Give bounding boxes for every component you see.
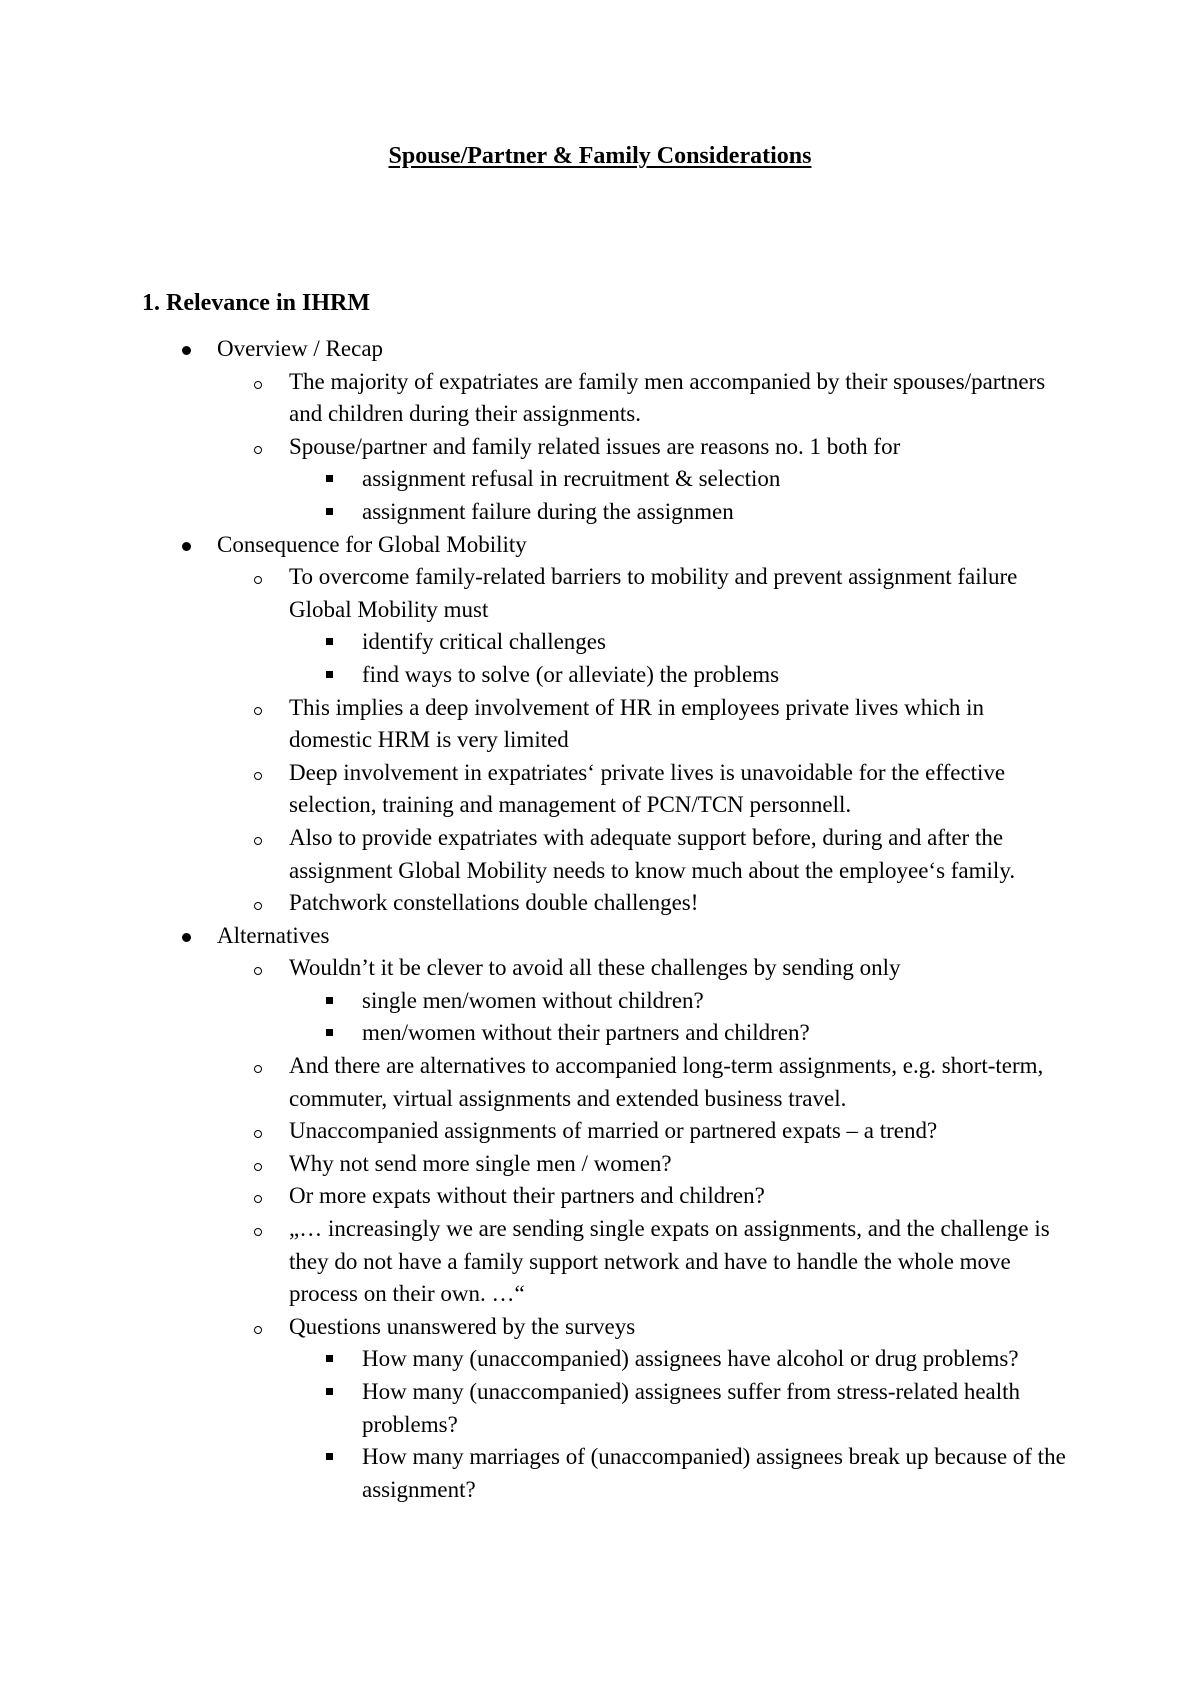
hollow-circle-bullet-icon bbox=[254, 1228, 262, 1236]
list-item bbox=[289, 692, 1072, 757]
sub-sub-list bbox=[362, 463, 1072, 528]
document-body bbox=[0, 333, 1200, 1506]
list-item bbox=[362, 1343, 1072, 1376]
square-bullet-icon bbox=[326, 508, 333, 515]
square-bullet-icon bbox=[326, 1355, 333, 1362]
filled-circle-bullet-icon bbox=[182, 933, 191, 942]
hollow-circle-bullet-icon bbox=[254, 902, 262, 910]
list-item-text: Questions unanswered by the surveys bbox=[289, 1313, 636, 1339]
list-item-text: This implies a deep involvement of HR in employees private lives which in domestic HRM is very limited bbox=[289, 694, 984, 753]
section-heading: 1. Relevance in IHRM bbox=[142, 290, 370, 316]
list-item bbox=[362, 985, 1072, 1018]
list-item bbox=[289, 887, 1072, 920]
list-item bbox=[362, 626, 1072, 659]
list-item bbox=[362, 463, 1072, 496]
sub-list bbox=[289, 952, 1072, 1506]
list-item-text: assignment refusal in recruitment & selection bbox=[362, 466, 781, 492]
sub-list bbox=[289, 561, 1072, 920]
square-bullet-icon bbox=[326, 1453, 333, 1460]
list-item-text: Unaccompanied assignments of married or partnered expats – a trend? bbox=[289, 1118, 938, 1144]
sub-list bbox=[289, 366, 1072, 529]
top-level-list bbox=[0, 333, 1200, 1506]
list-item bbox=[289, 366, 1072, 431]
list-item-text: Spouse/partner and family related issues are reasons no. 1 both for bbox=[289, 433, 901, 459]
sub-sub-list bbox=[362, 626, 1072, 691]
list-item-text: men/women without their partners and children? bbox=[362, 1020, 810, 1046]
list-item bbox=[289, 561, 1072, 691]
list-item-overview bbox=[217, 333, 1072, 529]
list-item-text: How many (unaccompanied) assignees suffer from stress-related health problems? bbox=[362, 1379, 1021, 1437]
list-item-text: Why not send more single men / women? bbox=[289, 1150, 672, 1176]
list-item bbox=[289, 1213, 1072, 1311]
filled-circle-bullet-icon bbox=[182, 542, 191, 551]
list-item-label: Overview / Recap bbox=[217, 336, 384, 361]
list-item bbox=[289, 1311, 1072, 1507]
hollow-circle-bullet-icon bbox=[254, 967, 262, 975]
list-item bbox=[289, 1148, 1072, 1181]
list-item-text: find ways to solve (or alleviate) the problems bbox=[362, 661, 780, 687]
hollow-circle-bullet-icon bbox=[254, 772, 262, 780]
hollow-circle-bullet-icon bbox=[254, 1130, 262, 1138]
list-item-label: Consequence for Global Mobility bbox=[217, 531, 527, 557]
list-item-text: To overcome family-related barriers to mobility and prevent assignment failure Global Mobility must bbox=[289, 564, 1018, 622]
document-title: Spouse/Partner & Family Considerations bbox=[388, 143, 812, 169]
hollow-circle-bullet-icon bbox=[254, 837, 262, 845]
hollow-circle-bullet-icon bbox=[254, 707, 262, 715]
hollow-circle-bullet-icon bbox=[254, 1163, 262, 1171]
list-item-text: And there are alternatives to accompanied long-term assignments, e.g. short-term, commuter, virtual assignments and extended business travel. bbox=[289, 1053, 1044, 1111]
filled-circle-bullet-icon bbox=[182, 346, 191, 355]
hollow-circle-bullet-icon bbox=[254, 576, 262, 584]
list-item-text: How many marriages of (unaccompanied) assignees break up because of the assignment? bbox=[362, 1444, 1066, 1502]
list-item-text: Wouldn’t it be clever to avoid all these challenges by sending only bbox=[289, 955, 901, 981]
list-item-text: Patchwork constellations double challenges! bbox=[289, 890, 699, 916]
square-bullet-icon bbox=[326, 638, 333, 645]
list-item bbox=[362, 659, 1072, 692]
list-item-text: Or more expats without their partners and children? bbox=[289, 1183, 765, 1209]
list-item-text: identify critical challenges bbox=[362, 629, 606, 655]
list-item-alternatives bbox=[217, 920, 1072, 1507]
list-item bbox=[289, 822, 1072, 887]
square-bullet-icon bbox=[326, 475, 333, 482]
list-item bbox=[362, 1376, 1072, 1441]
list-item-text: The majority of expatriates are family men accompanied by their spouses/partners and children during their assignments. bbox=[289, 368, 1046, 427]
list-item-text: assignment failure during the assignmen bbox=[362, 498, 734, 524]
hollow-circle-bullet-icon bbox=[254, 446, 262, 454]
list-item bbox=[362, 496, 1072, 529]
list-item-consequence bbox=[217, 529, 1072, 920]
list-item bbox=[289, 952, 1072, 1050]
list-item-text: How many (unaccompanied) assignees have alcohol or drug problems? bbox=[362, 1346, 1019, 1372]
list-item bbox=[289, 1050, 1072, 1115]
square-bullet-icon bbox=[326, 671, 333, 678]
list-item-text: „… increasingly we are sending single expats on assignments, and the challenge is they do not have a family support network and have to handle the whole move process on their own. …“ bbox=[289, 1216, 1050, 1307]
hollow-circle-bullet-icon bbox=[254, 1065, 262, 1073]
list-item-text: single men/women without children? bbox=[362, 987, 704, 1013]
list-item-text: Deep involvement in expatriates‘ private lives is unavoidable for the effective selection, training and management of PCN/TCN personnell. bbox=[289, 759, 1006, 818]
list-item bbox=[362, 1017, 1072, 1050]
list-item-text: Also to provide expatriates with adequate support before, during and after the assignment Global Mobility needs to know much about the employee‘s family. bbox=[289, 824, 1016, 883]
square-bullet-icon bbox=[326, 1029, 333, 1036]
list-item bbox=[289, 1115, 1072, 1148]
hollow-circle-bullet-icon bbox=[254, 1195, 262, 1203]
square-bullet-icon bbox=[326, 997, 333, 1004]
list-item bbox=[289, 1180, 1072, 1213]
square-bullet-icon bbox=[326, 1388, 333, 1395]
hollow-circle-bullet-icon bbox=[254, 1326, 262, 1334]
list-item bbox=[289, 431, 1072, 529]
sub-sub-list bbox=[362, 1343, 1072, 1506]
list-item bbox=[362, 1441, 1072, 1506]
list-item bbox=[289, 757, 1072, 822]
sub-sub-list bbox=[362, 985, 1072, 1050]
hollow-circle-bullet-icon bbox=[254, 381, 262, 389]
list-item-label: Alternatives bbox=[217, 922, 330, 948]
